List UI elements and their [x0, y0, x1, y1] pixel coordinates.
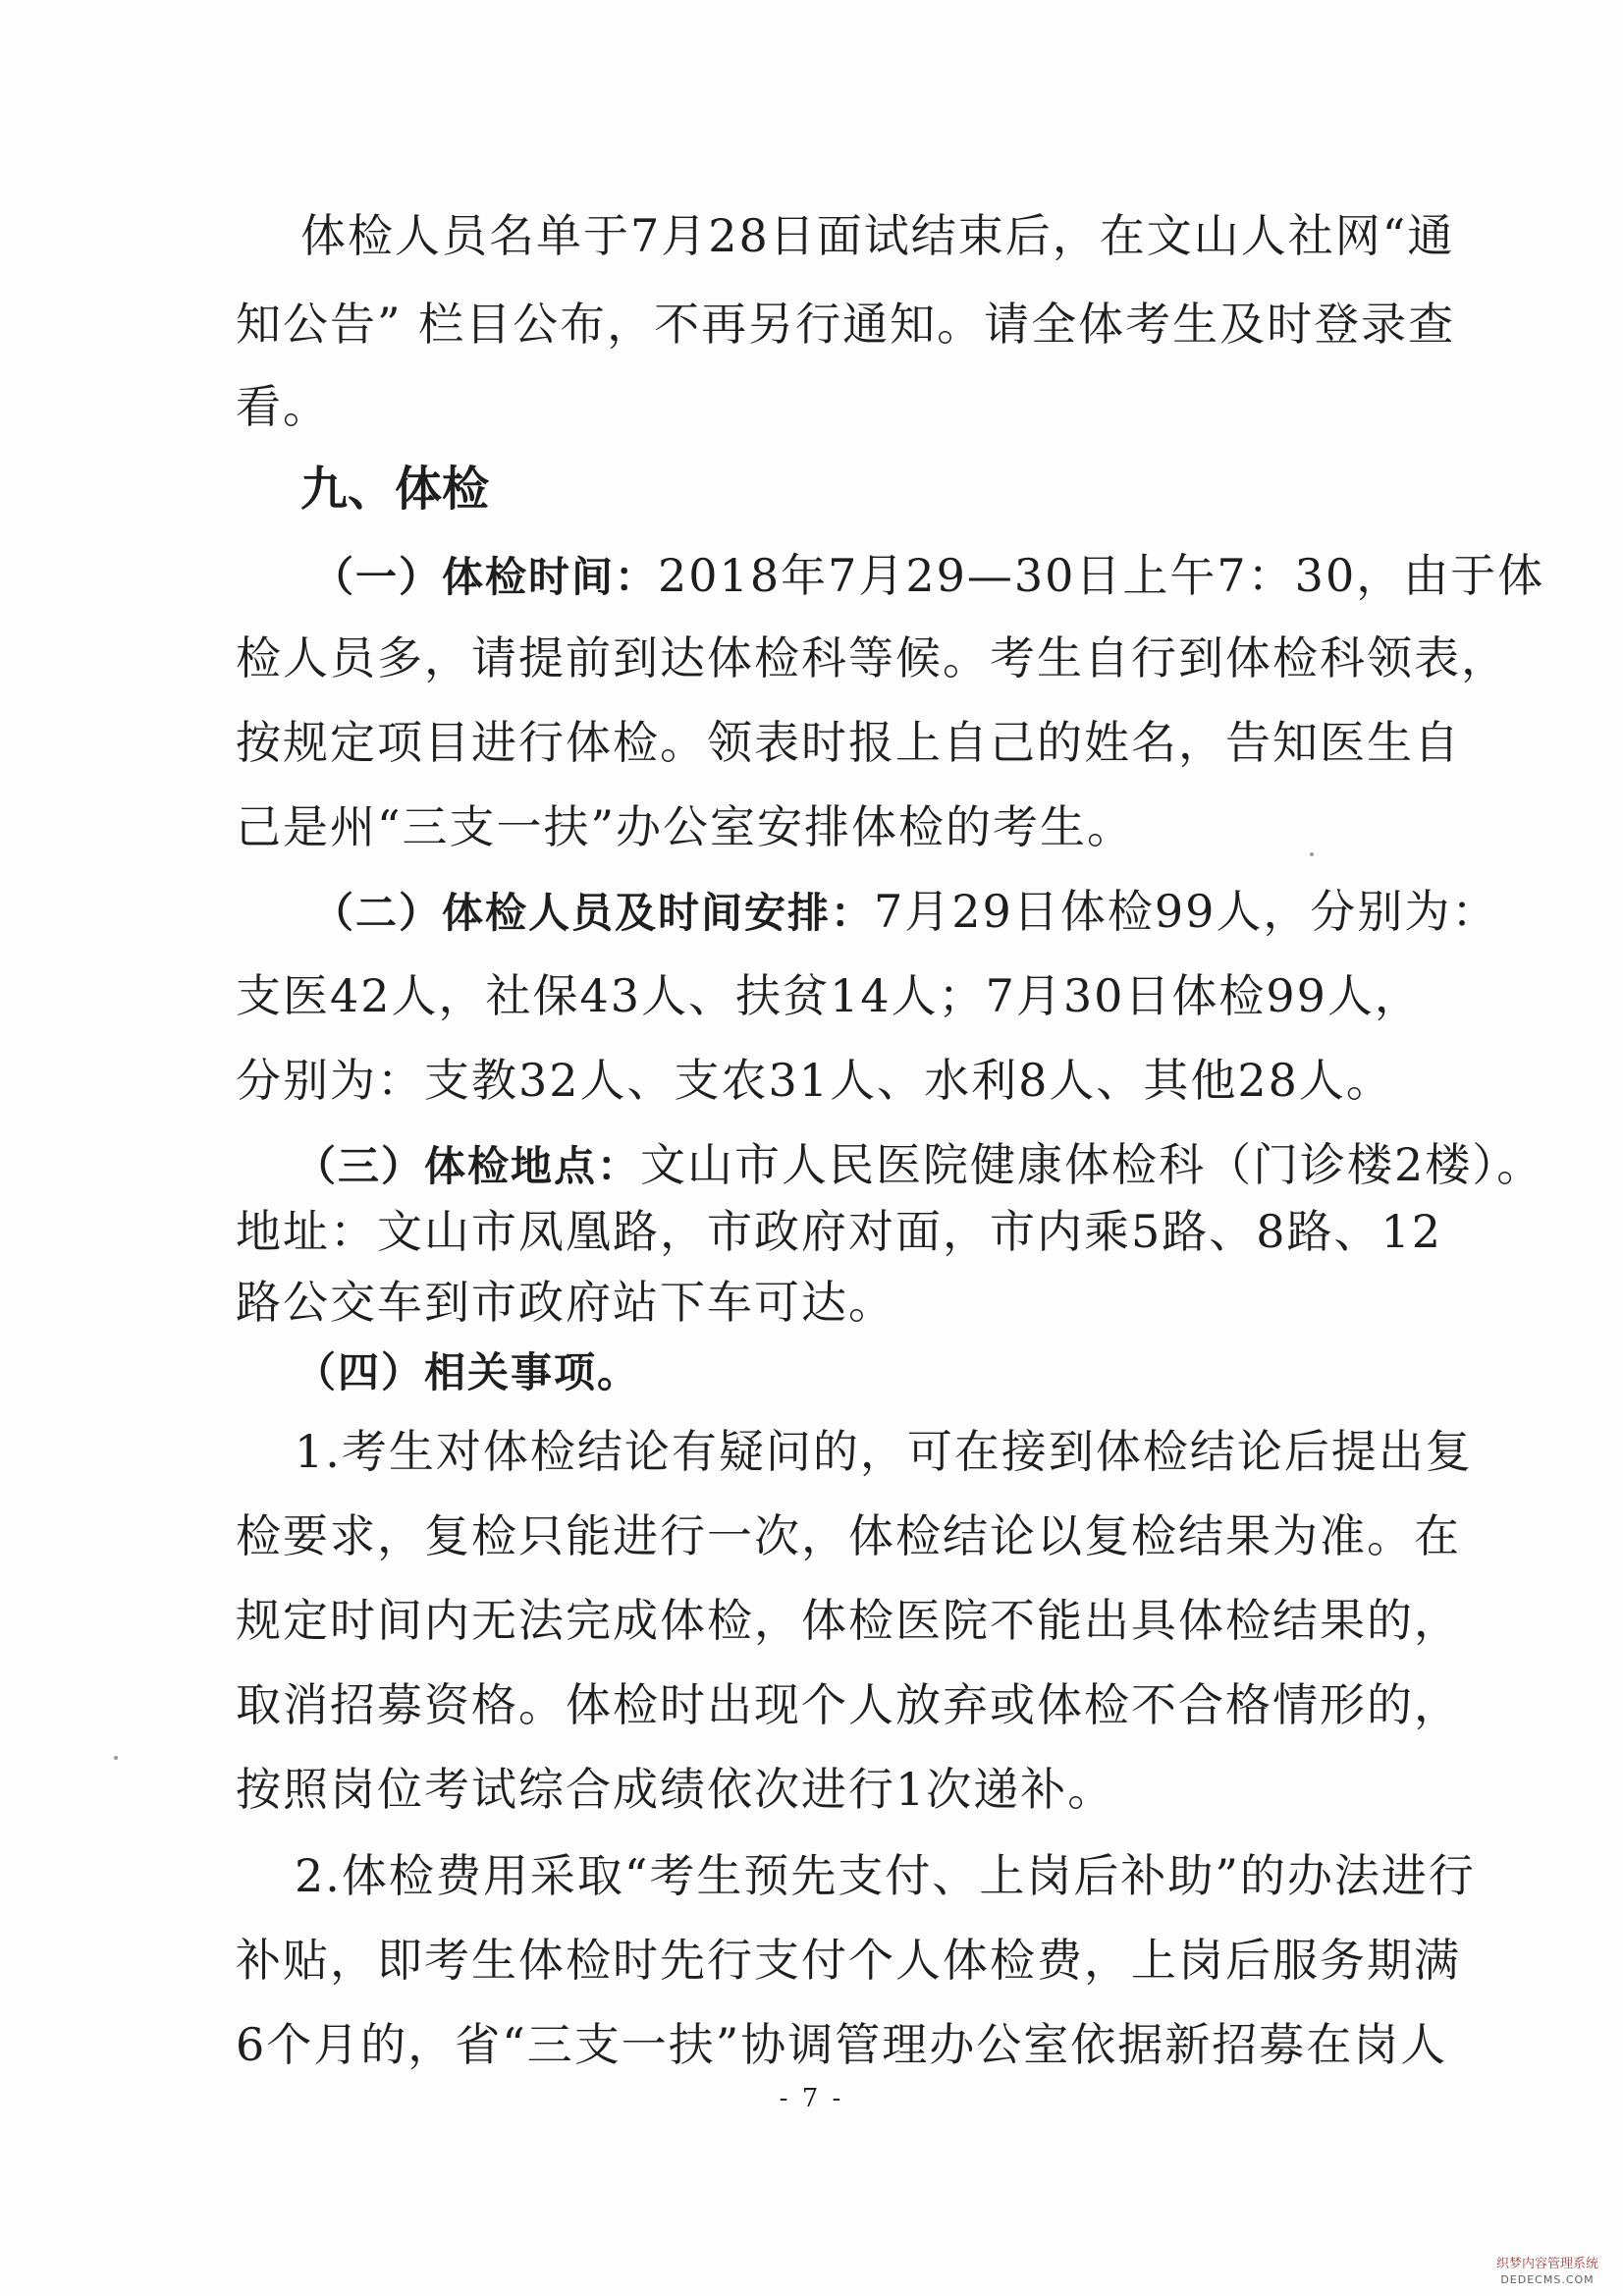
s1-label: （一）体检时间：: [312, 553, 659, 601]
item1-line-2: 检要求，复检只能进行一次，体检结论以复检结果为准。在: [236, 1509, 1461, 1562]
s2-label: （二）体检人员及时间安排：: [312, 889, 875, 937]
item1-line-3: 规定时间内无法完成体检，体检医院不能出具体检结果的，: [236, 1594, 1461, 1647]
scan-speck: [114, 1756, 118, 1760]
intro-line-2: 知公告” 栏目公布，不再另行通知。请全体考生及时登录查: [236, 298, 1456, 351]
intro-line-1: 体检人员名单于7月28日面试结束后，在文山人社网“通: [300, 209, 1455, 262]
s1-line-1-text: 2018年7月29—30日上午7：30，由于体: [658, 549, 1545, 602]
watermark-title: 织梦内容管理系统: [1495, 2257, 1598, 2271]
s2-line-3: 分别为：支教32人、支农31人、水利8人、其他28人。: [236, 1054, 1393, 1107]
s2-line-2: 支医42人，社保43人、扶贫14人；7月30日体检99人，: [236, 969, 1422, 1022]
s3-line-1-text: 文山市人民医院健康体检科（门诊楼2楼）。: [640, 1138, 1544, 1191]
page-number: - 7 -: [779, 2084, 844, 2113]
item2-line-2: 补贴，即考生体检时先行支付个人体检费，上岗后服务期满: [236, 1934, 1461, 1987]
item2-line-3: 6个月的，省“三支一扶”协调管理办公室依据新招募在岗人: [236, 2018, 1448, 2071]
intro-line-3: 看。: [236, 380, 330, 433]
scan-speck: [1310, 852, 1314, 856]
s3-line-2: 地址：文山市凤凰路，市政府对面，市内乘5路、8路、12: [236, 1205, 1443, 1258]
watermark-logo: [1484, 2257, 1611, 2288]
s2-line-1-text: 7月29日体检99人，分别为：: [874, 885, 1499, 938]
section-heading: 九、体检: [300, 462, 490, 517]
s1-line-1: [312, 546, 1545, 607]
item1-line-4: 取消招募资格。体检时出现个人放弃或体检不合格情形的，: [236, 1678, 1461, 1731]
item1-line-1: 1.考生对体检结论有疑问的，可在接到体检结论后提出复: [295, 1425, 1473, 1478]
s4-line-1: [295, 1341, 1424, 1402]
watermark-subtitle: DEDECMS.COM: [1500, 2273, 1595, 2286]
s4-label: （四）相关事项。: [295, 1348, 641, 1396]
s2-line-1: [312, 882, 1499, 943]
s1-line-3: 按规定项目进行体检。领表时报上自己的姓名，告知医生自: [236, 716, 1461, 769]
s3-label: （三）体检地点：: [295, 1142, 641, 1190]
s3-line-1: [295, 1135, 1544, 1196]
s1-line-2: 检人员多，请提前到达体检科等候。考生自行到体检科领表，: [236, 631, 1508, 684]
item2-line-1: 2.体检费用采取“考生预先支付、上岗后补助”的办法进行: [295, 1849, 1476, 1902]
s1-line-4: 己是州“三支一扶”办公室安排体检的考生。: [236, 800, 1135, 853]
s3-line-3: 路公交车到市政府站下车可达。: [236, 1276, 895, 1329]
item1-line-5: 按照岗位考试综合成绩依次进行1次递补。: [236, 1763, 1115, 1816]
